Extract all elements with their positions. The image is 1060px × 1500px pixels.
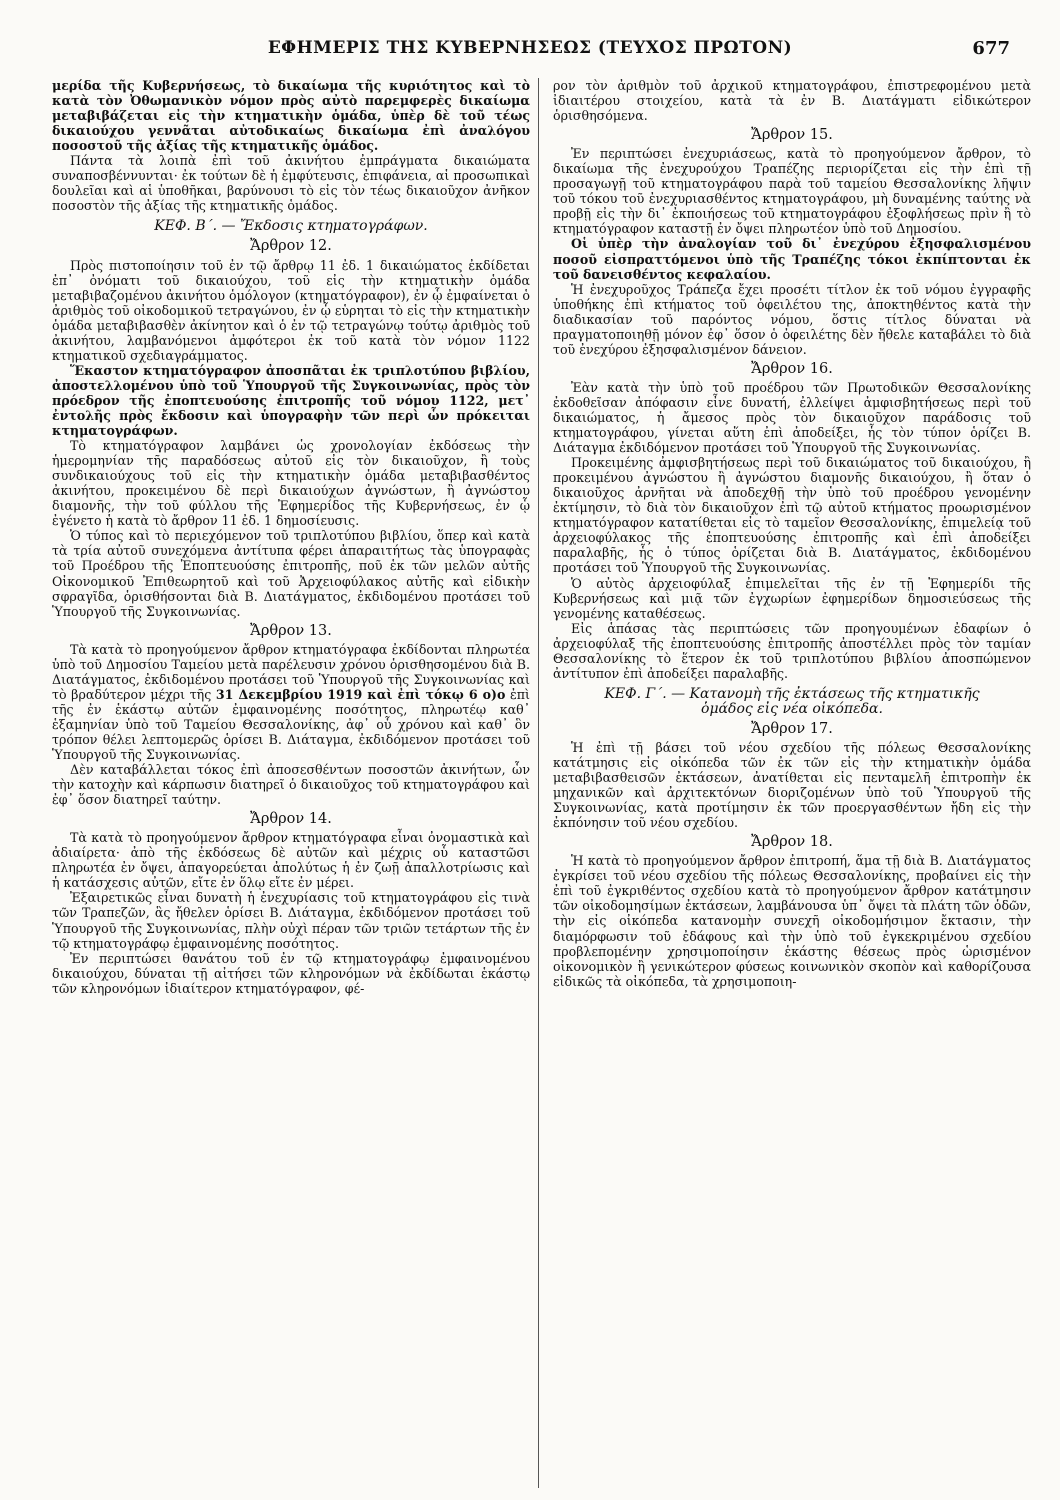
paragraph: Ἐὰν κατὰ τὴν ὑπὸ τοῦ προέδρου τῶν Πρωτοδικῶν Θεσσαλονίκης ἐκδοθεῖσαν ἀπόφασιν εἶνε δυνατή, ἐλλείψει ἀμφισβητήσεως περὶ τοῦ δικαιώματος, ἡ ἄμεσος πρὸς τὸν δικαιοῦχον παράδοσις τοῦ κτηματογράφου, γίνεται αὕτη ἐπὶ ἀποδείξει, ἧς τὸν τύπον ὁρίζει Β. Διάταγμα ἐκδιδόμενον προτάσει τοῦ Ὑπουργοῦ τῆς Συγκοινωνίας. [553,379,1031,456]
article-heading: Ἄρθρον 16. [751,360,833,377]
paragraph-text: Οἱ ὑπὲρ τὴν ἀναλογίαν τοῦ δι᾽ ἐνεχύρου ἐξησφαλισμένου ποσοῦ εἰσπραττόμενοι ὑπὸ τῆς Τραπέζης τόκοι ἐκπίπτονται ἐκ τοῦ δανεισθέντος κεφαλαίου. [553,236,1031,282]
paragraph [52,642,530,762]
paragraph: Ἐξαιρετικῶς εἶναι δυνατὴ ἡ ἐνεχυρίασις τοῦ κτηματογράφου εἰς τινὰ τῶν Τραπεζῶν, ἃς ἤθελεν ὁρίσει Β. Διάταγμα, ἐκδιδόμενον προτάσει τοῦ Ὑπουργοῦ τῆς Συγκοινωνίας, πλὴν οὐχὶ πέραν τῶν τριῶν τετάρτων τῆς ἐν τῷ κτηματογράφῳ ἐμφαινομένης ποσότητος. [52,890,530,951]
paragraph: ρον τὸν ἀριθμὸν τοῦ ἀρχικοῦ κτηματογράφου, ἐπιστρεφομένου μετὰ ἰδιαιτέρου στοιχείου, κατὰ τὰ ἐν Β. Διατάγματι εἰδικώτερον ὁρισθησόμενα. [553,78,1031,124]
column-divider [538,78,539,1488]
paragraph: Δὲν καταβάλλεται τόκος ἐπὶ ἀποσεσθέντων ποσοστῶν ἀκινήτων, ὧν τὴν κατοχὴν καὶ κάρπωσιν διατηρεῖ ὁ δικαιοῦχος τοῦ κτηματογράφου καὶ ἐφ᾽ ὅσον διατηρεῖ ταύτην. [52,762,530,808]
article-heading: Ἄρθρον 12. [250,238,332,255]
chapter-heading [553,687,1031,717]
paragraph-text: μερίδα τῆς Κυβερνήσεως, τὸ δικαίωμα τῆς κυριότητος καὶ τὸ κατὰ τὸν Ὀθωμανικὸν νόμον πρὸς αὐτὸ παρεμφερὲς δικαίωμα μεταβιβάζεται εἰς τὴν κτηματικὴν ὁμάδα, ὑπὲρ δὲ τοῦ τέως δικαιούχου γεννᾶται αὐτοδικαίως δικαίωμα ἐπὶ ἀναλόγου ποσοστοῦ τῆς ἀξίας τῆς κτηματικῆς ὁμάδος. [52,78,530,154]
paragraph-date: 31 Δεκεμβρίου 1919 καὶ ἐπὶ τόκῳ 6 ο)ο [215,686,506,702]
right-column [553,78,1031,1488]
article-heading: Ἄρθρον 17. [751,720,833,737]
chapter-title: ΚΕΦ. Γ΄. — Κατανομὴ τῆς ἐκτάσεως τῆς κτηματικῆς [604,685,980,702]
page-header [50,38,1010,66]
gazette-title: ΕΦΗΜΕΡΙΣ ΤΗΣ ΚΥΒΕΡΝΗΣΕΩΣ (ΤΕΥΧΟΣ ΠΡΩΤΟΝ) [267,38,793,58]
paragraph: Ὁ αὐτὸς ἀρχειοφύλαξ ἐπιμελεῖται τῆς ἐν τῇ Ἐφημερίδι τῆς Κυβερνήσεως καὶ μιᾷ τῶν ἐγχωρίων ἐφημερίδων δημοσιεύσεως τῆς γενομένης καταθέσεως. [553,575,1031,621]
paragraph: Εἰς ἁπάσας τὰς περιπτώσεις τῶν προηγουμένων ἐδαφίων ὁ ἀρχειοφύλαξ τῆς ἐποπτευούσης ἐπιτροπῆς ἀποστέλλει πρὸς τὸν ταμίαν Θεσσαλονίκης τὸ ἕτερον ἐκ τοῦ τριπλοτύπου βιβλίου ἀποσπώμενον ἀντίτυπον ἐπὶ ἀποδείξει παραλαβῆς. [553,620,1031,681]
paragraph-text: Τὰ κατὰ τὸ προηγούμενον ἄρθρον κτηματόγραφα ἐκδίδονται πληρωτέα ὑπὸ τοῦ Δημοσίου Ταμείου μετὰ παρέλευσιν χρόνου ὁρισθησομένου διὰ Β. Διατάγματος, ἐκδιδομένου προτάσει τοῦ Ὑπουργοῦ τῆς Συγκοινωνίας καὶ τὸ βραδύτερον μέχρι τῆς [52,641,530,702]
paragraph: Τὸ κτηματόγραφον λαμβάνει ὡς χρονολογίαν ἐκδόσεως τὴν ἡμερομηνίαν τῆς παραδόσεως αὐτοῦ εἰς τὸν δικαιοῦχον, ἢ τοὺς συνδικαιούχους τοῦ εἰς τὴν κτηματικὴν ὁμάδα μεταβιβασθέντος ἀκινήτου, προκειμένου δὲ περὶ δικαιούχων ἀγνώστων, ἢ ἀγνώστου διαμονῆς, τὴν τοῦ φύλλου τῆς Ἐφημερίδος τῆς Κυβερνήσεως, ἐν ᾧ ἐγένετο ἡ κατὰ τὸ ἄρθρον 11 ἐδ. 1 δημοσίευσις. [52,438,530,529]
article-heading: Ἄρθρον 15. [751,127,833,144]
paragraph: Τὰ κατὰ τὸ προηγούμενον ἄρθρον κτηματόγραφα εἶναι ὀνομαστικὰ καὶ ἀδιαίρετα· ἀπὸ τῆς ἐκδόσεως δὲ αὐτῶν καὶ μέχρις οὗ καταστῶσι πληρωτέα ἐν ὄψει, ἀπαγορεύεται ἀπολύτως ἡ ἐν ζωῇ ἀπαλλοτρίωσις καὶ ἡ κατάσχεσις αὐτῶν, εἴτε ἐν ὅλῳ εἴτε ἐν μέρει. [52,830,530,891]
paragraph: Ἐν περιπτώσει θανάτου τοῦ ἐν τῷ κτηματογράφῳ ἐμφαινομένου δικαιούχου, δύναται τῇ αἰτήσει τῶν κληρονόμων νὰ ἐκδίδωται ἑκάστῳ τῶν κληρονόμων ἰδιαίτερον κτηματόγραφον, φέ- [52,950,530,996]
paragraph: Πρὸς πιστοποίησιν τοῦ ἐν τῷ ἄρθρῳ 11 ἐδ. 1 δικαιώματος ἐκδίδεται ἐπ᾽ ὀνόματι τοῦ δικαιούχου, τοῦ εἰς τὴν κτηματικὴν ὁμάδα μεταβιβαζομένου ἀκινήτου ὁμόλογον (κτηματόγραφον), ἐν ᾧ ἐμφαίνεται ὁ ἀριθμὸς τοῦ οἰκοδομικοῦ τετραγώνου, ἐν ᾧ εὑρηται τὸ εἰς τὴν κτηματικὴν ὁμάδα μεταβιβασθὲν ἀκίνητον καὶ ὁ ἐν τῷ τετραγώνῳ τούτῳ ἀριθμὸς τοῦ ἀκινήτου, λαμβανόμενοι ἀμφότεροι ἐκ τοῦ κατὰ τὸν νόμον 1122 κτηματικοῦ σχεδιαγράμματος. [52,257,530,363]
paragraph: Πάντα τὰ λοιπὰ ἐπὶ τοῦ ἀκινήτου ἐμπράγματα δικαιώματα συναποσβέννυνται· ἐκ τούτων δὲ ἡ ἐμφύτευσις, ἐπιφάνεια, αἱ προσωπικαὶ δουλεῖαι καὶ αἱ ὑποθῆκαι, βαρύνουσι τὸ εἰς τὸν τέως δικαιοῦχον ἀνῆκον ποσοστὸν τῆς ἀξίας τῆς κτηματικῆς ὁμάδος. [52,153,530,214]
article-heading: Ἄρθρον 13. [250,622,332,639]
paragraph [52,78,530,153]
paragraph-text: ἐπὶ τῆς ἐν ἑκάστῳ αὐτῶν ἐμφαινομένης ποσότητος, πληρωτέῳ καθ᾽ ἑξαμηνίαν ὑπὸ τοῦ Ταμείου Θεσσαλονίκης, ἀφ᾽ οὗ χρόνου καὶ καθ᾽ ὃν τρόπον θέλει λεπτομερῶς ὁρίσει Β. Διάταγμα, ἐκδιδόμενον προτάσει τοῦ Ὑπουργοῦ τῆς Συγκοινωνίας. [52,686,530,763]
paragraph-text: Ἕκαστον κτηματόγραφον ἀποσπᾶται ἐκ τριπλοτύπου βιβλίου, ἀποστελλομένου ὑπὸ τοῦ Ὑπουργοῦ τῆς Συγκοινωνίας, πρὸς τὸν πρόεδρον τῆς ἐποπτευούσης ἐπιτροπῆς τοῦ νόμου 1122, μετ᾽ ἐντολῆς πρὸς ἔκδοσιν καὶ ὑπογραφὴν τῶν περὶ ὧν πρόκειται κτηματογράφων. [52,362,530,439]
left-column [52,78,530,1488]
paragraph: Ἡ ἐπὶ τῇ βάσει τοῦ νέου σχεδίου τῆς πόλεως Θεσσαλονίκης κατάτμησις εἰς οἰκόπεδα τῶν ἐκ τῶν εἰς τὴν κτηματικὴν ὁμάδα μεταβιβασθεισῶν ἐκτάσεων, ἀνατίθεται εἰς πενταμελῆ ἐπιτροπὴν ἐκ μηχανικῶν καὶ ἀρχιτεκτόνων διοριζομένων ὑπὸ τοῦ Ὑπουργοῦ τῆς Συγκοινωνίας, κατὰ προτίμησιν ἐκ τῶν προεργασθέντων ἤδη εἰς τὴν ἐκπόνησιν τοῦ νέου σχεδίου. [553,739,1031,831]
chapter-heading [52,219,530,234]
page-number: 677 [972,38,1010,59]
paragraph: Ἡ κατὰ τὸ προηγούμενον ἄρθρον ἐπιτροπή, ἅμα τῇ διὰ Β. Διατάγματος ἐγκρίσει τοῦ νέου σχεδίου τῆς πόλεως Θεσσαλονίκης, προβαίνει εἰς τὴν ἐπὶ τοῦ ἐγκριθέντος σχεδίου κατὰ τὸ προηγούμενον ἄρθρον κατάτμησιν τῶν οἰκοδομησίμων ἐκτάσεων, λαμβάνουσα ὑπ᾽ ὄψει τὰ πλάτη τῶν ὁδῶν, τὴν εἰς οἰκόπεδα κατανομὴν συνεχῆ οἰκοδομήσιμον ἔκτασιν, τὴν διαμόρφωσιν τοῦ ἐδάφους καὶ τὴν ὑπὸ τοῦ ἐγκεκριμένου σχεδίου προβλεπομένην χρησιμοποίησιν ἑκάστης θέσεως πρὸς ὡρισμένον οἰκονομικὸν ἢ γενικώτερον φύσεως κοινωνικὸν σκοπὸν καὶ καθορίζουσα εἰδικῶς τὰ οἰκόπεδα, τὰ χρησιμοποιη- [553,853,1031,989]
article-heading: Ἄρθρον 18. [751,834,833,851]
chapter-title-cont: ὁμάδος εἰς νέα οἰκόπεδα. [701,700,883,717]
paragraph [52,363,530,438]
paragraph: Προκειμένης ἀμφισβητήσεως περὶ τοῦ δικαιώματος τοῦ δικαιούχου, ἢ προκειμένου ἀγνώστου ἢ ἀγνώστου διαμονῆς δικαιούχου, ἢ ὅταν ὁ δικαιοῦχος ἀρνῆται νὰ ἀποδεχθῇ τὴν ὑπὸ τοῦ προέδρου γενομένην ἐκτίμησιν, τὸ διὰ τὸν δικαιοῦχον ἐπὶ τῷ αὐτοῦ κτήματος προωρισμένον κτηματόγραφον κατατίθεται εἰς τὸ ταμεῖον Θεσσαλονίκης, ἐπιμελείᾳ τοῦ ἀρχειοφύλακος τῆς ἐποπτευούσης ἐπιτροπῆς καὶ ἐπὶ ἀποδείξει παραλαβῆς, ἧς ὁ τύπος ὁρίζεται διὰ Β. Διατάγματος, ἐκδιδομένου προτάσει τοῦ Ὑπουργοῦ τῆς Συγκοινωνίας. [553,455,1031,576]
paragraph [553,236,1031,281]
paragraph: Ὁ τύπος καὶ τὸ περιεχόμενον τοῦ τριπλοτύπου βιβλίου, ὅπερ καὶ κατὰ τὰ τρία αὐτοῦ συνεχόμενα ἀντίτυπα φέρει ἀπαραιτήτως τὰς ὑπογραφὰς τοῦ Προέδρου τῆς Ἐποπτευούσης ἐπιτροπῆς, ποῦ ἑκ τῶν μελῶν αὐτῆς Οἰκονομικοῦ Ἐπιθεωρητοῦ καὶ τοῦ Ἀρχειοφύλακος αὐτῆς καὶ εἰδικὴν σφραγῖδα, ὁρισθήσονται διὰ Β. Διατάγματος, ἐκδιδομένου προτάσει τοῦ Ὑπουργοῦ τῆς Συγκοινωνίας. [52,528,530,619]
article-heading: Ἄρθρον 14. [250,811,332,828]
paragraph: Ἡ ἐνεχυροῦχος Τράπεζα ἔχει προσέτι τίτλον ἐκ τοῦ νόμου ἐγγραφῆς ὑποθήκης ἐπὶ κτήματος τοῦ ὀφειλέτου της, ἀποκτηθέντος κατὰ τὴν διαδικασίαν τοῦ παρόντος νόμου, ὅστις τίτλος δύναται νὰ πραγματοποιηθῇ μόνον ἐφ᾽ ὅσον ὁ ὀφειλέτης δὲν ἤθελε καταβάλει τὸ διὰ τοῦ ἐνεχύρου ἐξησφαλισμένον δάνειον. [553,281,1031,357]
paragraph: Ἐν περιπτώσει ἐνεχυριάσεως, κατὰ τὸ προηγούμενον ἄρθρον, τὸ δικαίωμα τῆς ἐνεχυρούχου Τραπέζης περιορίζεται εἰς τὴν ἐπὶ τῇ προσαγωγῇ τοῦ κτηματογράφου παρὰ τοῦ ταμείου Θεσσαλονίκης λῆψιν τοῦ τόκου τοῦ ἐνεχυριασθέντος κτηματογράφου, μὴ δυναμένης ταύτης νὰ προβῇ εἰς τὴν δι᾽ ἐκποιήσεως τοῦ κτηματογράφου ἐξοφλήσεως πρὶν ἢ τὸ κτηματόγραφον καταστῇ ἐν ὄψει πληρωτέον ὑπὸ τοῦ Δημοσίου. [553,146,1031,237]
chapter-title: ΚΕΦ. Β΄. — Ἔκδοσις κτηματογράφων. [154,218,428,235]
